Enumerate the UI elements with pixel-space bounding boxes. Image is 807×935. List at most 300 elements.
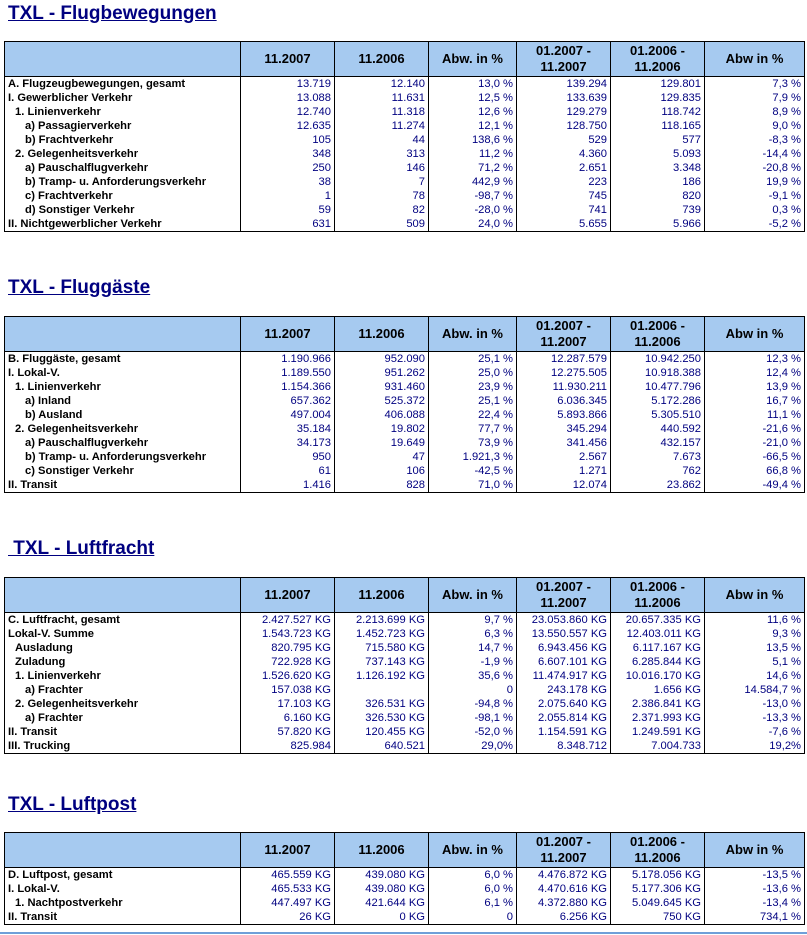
- table-row: [5, 77, 805, 92]
- cell-col-abw-ytd: 16,7 %: [705, 394, 805, 408]
- cell-col-abw-ytd: -13,4 %: [705, 896, 805, 910]
- header-row: [5, 833, 805, 868]
- table-row: [5, 613, 805, 628]
- cell-col-abw-month: 6,3 %: [429, 627, 517, 641]
- header-col-abw-ytd: Abw in %: [705, 42, 805, 77]
- header-blank: [5, 42, 241, 77]
- cell-col-ytd-2006: 129.835: [611, 91, 705, 105]
- table-row: [5, 725, 805, 739]
- cell-col-11-2007: 61: [241, 464, 335, 478]
- cell-col-11-2006: 406.088: [335, 408, 429, 422]
- cell-col-abw-month: 0: [429, 683, 517, 697]
- cell-col-11-2007: 12.740: [241, 105, 335, 119]
- cell-col-11-2006: 44: [335, 133, 429, 147]
- cell-col-ytd-2006: 3.348: [611, 161, 705, 175]
- cell-col-11-2006: 19.802: [335, 422, 429, 436]
- table-row: [5, 669, 805, 683]
- cell-col-11-2007: 348: [241, 147, 335, 161]
- cell-col-ytd-2006: 10.477.796: [611, 380, 705, 394]
- row-label: 1. Linienverkehr: [5, 669, 241, 683]
- row-label: b) Frachtverkehr: [5, 133, 241, 147]
- header-col-11-2007: 11.2007: [241, 317, 335, 352]
- cell-col-11-2007: 1.189.550: [241, 366, 335, 380]
- cell-col-11-2006: 828: [335, 478, 429, 493]
- header-col-11-2007: 11.2007: [241, 578, 335, 613]
- cell-col-11-2006: 715.580 KG: [335, 641, 429, 655]
- cell-col-abw-ytd: 9,0 %: [705, 119, 805, 133]
- table-row: [5, 133, 805, 147]
- cell-col-abw-month: 0: [429, 910, 517, 925]
- table-row: [5, 882, 805, 896]
- row-label: A. Flugzeugbewegungen, gesamt: [5, 77, 241, 92]
- cell-col-abw-month: -1,9 %: [429, 655, 517, 669]
- row-label: 2. Gelegenheitsverkehr: [5, 147, 241, 161]
- cell-col-11-2006: 19.649: [335, 436, 429, 450]
- cell-col-ytd-2006: 1.249.591 KG: [611, 725, 705, 739]
- cell-col-ytd-2006: 432.157: [611, 436, 705, 450]
- cell-col-ytd-2007: 6.036.345: [517, 394, 611, 408]
- cell-col-11-2006: 12.140: [335, 77, 429, 92]
- header-col-ytd-2007: 01.2007 - 11.2007: [517, 42, 611, 77]
- cell-col-ytd-2007: 2.055.814 KG: [517, 711, 611, 725]
- cell-col-abw-month: -98,1 %: [429, 711, 517, 725]
- header-blank: [5, 833, 241, 868]
- row-label: I. Lokal-V.: [5, 882, 241, 896]
- table-row: [5, 868, 805, 883]
- cell-col-abw-ytd: 19,9 %: [705, 175, 805, 189]
- table-row: [5, 711, 805, 725]
- cell-col-abw-month: 1.921,3 %: [429, 450, 517, 464]
- cell-col-ytd-2007: 128.750: [517, 119, 611, 133]
- data-table: [4, 832, 805, 925]
- table-row: [5, 175, 805, 189]
- row-label: d) Sonstiger Verkehr: [5, 203, 241, 217]
- cell-col-abw-month: 138,6 %: [429, 133, 517, 147]
- cell-col-11-2007: 657.362: [241, 394, 335, 408]
- cell-col-abw-month: 12,6 %: [429, 105, 517, 119]
- cell-col-abw-ytd: -21,6 %: [705, 422, 805, 436]
- cell-col-ytd-2006: 6.285.844 KG: [611, 655, 705, 669]
- cell-col-11-2006: 326.530 KG: [335, 711, 429, 725]
- row-label: a) Inland: [5, 394, 241, 408]
- table-row: [5, 366, 805, 380]
- row-label: 2. Gelegenheitsverkehr: [5, 422, 241, 436]
- header-col-11-2006: 11.2006: [335, 833, 429, 868]
- cell-col-11-2006: 11.274: [335, 119, 429, 133]
- cell-col-11-2007: 465.533 KG: [241, 882, 335, 896]
- cell-col-11-2006: [335, 683, 429, 697]
- cell-col-abw-ytd: 14.584,7 %: [705, 683, 805, 697]
- cell-col-11-2007: 825.984: [241, 739, 335, 754]
- cell-col-abw-ytd: 13,5 %: [705, 641, 805, 655]
- cell-col-11-2006: 525.372: [335, 394, 429, 408]
- header-blank: [5, 578, 241, 613]
- row-label: b) Ausland: [5, 408, 241, 422]
- cell-col-ytd-2007: 529: [517, 133, 611, 147]
- row-label: a) Frachter: [5, 683, 241, 697]
- header-col-ytd-2006: 01.2006 - 11.2006: [611, 833, 705, 868]
- cell-col-ytd-2006: 10.942.250: [611, 352, 705, 367]
- cell-col-11-2007: 105: [241, 133, 335, 147]
- cell-col-ytd-2006: 10.016.170 KG: [611, 669, 705, 683]
- cell-col-abw-ytd: -49,4 %: [705, 478, 805, 493]
- table-row: [5, 627, 805, 641]
- cell-col-ytd-2007: 11.474.917 KG: [517, 669, 611, 683]
- cell-col-11-2006: 931.460: [335, 380, 429, 394]
- cell-col-ytd-2006: 6.117.167 KG: [611, 641, 705, 655]
- cell-col-ytd-2006: 12.403.011 KG: [611, 627, 705, 641]
- header-row: [5, 317, 805, 352]
- cell-col-11-2007: 950: [241, 450, 335, 464]
- table-row: [5, 394, 805, 408]
- cell-col-abw-ytd: -14,4 %: [705, 147, 805, 161]
- cell-col-ytd-2006: 762: [611, 464, 705, 478]
- cell-col-abw-month: 6,1 %: [429, 896, 517, 910]
- row-label: II. Transit: [5, 478, 241, 493]
- cell-col-11-2007: 2.427.527 KG: [241, 613, 335, 628]
- cell-col-abw-ytd: 9,3 %: [705, 627, 805, 641]
- cell-col-abw-ytd: -9,1 %: [705, 189, 805, 203]
- cell-col-11-2006: 1.452.723 KG: [335, 627, 429, 641]
- header-col-ytd-2006: 01.2006 - 11.2006: [611, 42, 705, 77]
- cell-col-abw-month: 23,9 %: [429, 380, 517, 394]
- cell-col-abw-month: 71,2 %: [429, 161, 517, 175]
- cell-col-11-2007: 38: [241, 175, 335, 189]
- table-row: [5, 203, 805, 217]
- cell-col-11-2007: 34.173: [241, 436, 335, 450]
- row-label: a) Pauschalflugverkehr: [5, 161, 241, 175]
- data-table: [4, 316, 805, 493]
- table-row: [5, 464, 805, 478]
- header-col-11-2007: 11.2007: [241, 833, 335, 868]
- table-row: [5, 450, 805, 464]
- row-label: c) Frachtverkehr: [5, 189, 241, 203]
- cell-col-ytd-2007: 133.639: [517, 91, 611, 105]
- cell-col-11-2006: 951.262: [335, 366, 429, 380]
- cell-col-ytd-2007: 745: [517, 189, 611, 203]
- cell-col-ytd-2006: 5.178.056 KG: [611, 868, 705, 883]
- cell-col-ytd-2007: 129.279: [517, 105, 611, 119]
- table-row: [5, 352, 805, 367]
- cell-col-abw-month: 13,0 %: [429, 77, 517, 92]
- cell-col-ytd-2006: 10.918.388: [611, 366, 705, 380]
- cell-col-ytd-2007: 4.470.616 KG: [517, 882, 611, 896]
- header-col-abw-ytd: Abw in %: [705, 833, 805, 868]
- cell-col-11-2007: 1.526.620 KG: [241, 669, 335, 683]
- table-row: [5, 161, 805, 175]
- cell-col-abw-month: 24,0 %: [429, 217, 517, 232]
- row-label: I. Gewerblicher Verkehr: [5, 91, 241, 105]
- cell-col-abw-month: 12,5 %: [429, 91, 517, 105]
- header-col-11-2007: 11.2007: [241, 42, 335, 77]
- cell-col-11-2007: 26 KG: [241, 910, 335, 925]
- cell-col-abw-ytd: -13,0 %: [705, 697, 805, 711]
- cell-col-11-2006: 78: [335, 189, 429, 203]
- cell-col-ytd-2006: 5.049.645 KG: [611, 896, 705, 910]
- cell-col-11-2006: 313: [335, 147, 429, 161]
- cell-col-abw-month: 22,4 %: [429, 408, 517, 422]
- cell-col-abw-month: -98,7 %: [429, 189, 517, 203]
- cell-col-ytd-2007: 345.294: [517, 422, 611, 436]
- cell-col-11-2007: 447.497 KG: [241, 896, 335, 910]
- table-row: [5, 436, 805, 450]
- cell-col-ytd-2006: 440.592: [611, 422, 705, 436]
- data-table: [4, 41, 805, 232]
- cell-col-ytd-2007: 1.271: [517, 464, 611, 478]
- row-label: Lokal-V. Summe: [5, 627, 241, 641]
- cell-col-ytd-2006: 5.966: [611, 217, 705, 232]
- cell-col-ytd-2006: 750 KG: [611, 910, 705, 925]
- cell-col-abw-month: 12,1 %: [429, 119, 517, 133]
- cell-col-abw-ytd: 66,8 %: [705, 464, 805, 478]
- cell-col-ytd-2007: 5.655: [517, 217, 611, 232]
- cell-col-11-2006: 640.521: [335, 739, 429, 754]
- cell-col-ytd-2006: 5.177.306 KG: [611, 882, 705, 896]
- cell-col-abw-month: 77,7 %: [429, 422, 517, 436]
- cell-col-11-2006: 952.090: [335, 352, 429, 367]
- cell-col-ytd-2006: 5.305.510: [611, 408, 705, 422]
- cell-col-abw-month: -52,0 %: [429, 725, 517, 739]
- cell-col-11-2006: 47: [335, 450, 429, 464]
- header-row: [5, 42, 805, 77]
- cell-col-ytd-2006: 739: [611, 203, 705, 217]
- cell-col-11-2006: 509: [335, 217, 429, 232]
- header-row: [5, 578, 805, 613]
- row-label: B. Fluggäste, gesamt: [5, 352, 241, 367]
- cell-col-ytd-2006: 118.742: [611, 105, 705, 119]
- cell-col-ytd-2007: 12.275.505: [517, 366, 611, 380]
- cell-col-11-2006: 11.318: [335, 105, 429, 119]
- header-col-ytd-2006: 01.2006 - 11.2006: [611, 578, 705, 613]
- cell-col-11-2006: 421.644 KG: [335, 896, 429, 910]
- table-row: [5, 380, 805, 394]
- cell-col-abw-ytd: -66,5 %: [705, 450, 805, 464]
- cell-col-11-2006: 439.080 KG: [335, 868, 429, 883]
- cell-col-11-2007: 250: [241, 161, 335, 175]
- cell-col-abw-ytd: -13,5 %: [705, 868, 805, 883]
- cell-col-abw-month: -42,5 %: [429, 464, 517, 478]
- row-label: C. Luftfracht, gesamt: [5, 613, 241, 628]
- cell-col-ytd-2007: 2.567: [517, 450, 611, 464]
- cell-col-11-2007: 1.154.366: [241, 380, 335, 394]
- row-label: Zuladung: [5, 655, 241, 669]
- cell-col-abw-month: 6,0 %: [429, 882, 517, 896]
- row-label: a) Frachter: [5, 711, 241, 725]
- cell-col-abw-month: -28,0 %: [429, 203, 517, 217]
- header-col-ytd-2007: 01.2007 - 11.2007: [517, 317, 611, 352]
- cell-col-11-2007: 35.184: [241, 422, 335, 436]
- data-table: [4, 577, 805, 754]
- cell-col-abw-month: 25,0 %: [429, 366, 517, 380]
- cell-col-abw-month: 25,1 %: [429, 394, 517, 408]
- cell-col-abw-month: 442,9 %: [429, 175, 517, 189]
- cell-col-ytd-2007: 741: [517, 203, 611, 217]
- cell-col-ytd-2006: 5.172.286: [611, 394, 705, 408]
- cell-col-11-2007: 465.559 KG: [241, 868, 335, 883]
- cell-col-11-2007: 497.004: [241, 408, 335, 422]
- cell-col-ytd-2006: 186: [611, 175, 705, 189]
- cell-col-11-2007: 12.635: [241, 119, 335, 133]
- cell-col-ytd-2006: 577: [611, 133, 705, 147]
- row-label: II. Nichtgewerblicher Verkehr: [5, 217, 241, 232]
- cell-col-ytd-2007: 2.651: [517, 161, 611, 175]
- cell-col-ytd-2006: 7.004.733: [611, 739, 705, 754]
- cell-col-11-2006: 2.213.699 KG: [335, 613, 429, 628]
- cell-col-abw-ytd: -7,6 %: [705, 725, 805, 739]
- table-row: [5, 422, 805, 436]
- cell-col-11-2006: 7: [335, 175, 429, 189]
- cell-col-abw-ytd: -21,0 %: [705, 436, 805, 450]
- cell-col-ytd-2006: 2.386.841 KG: [611, 697, 705, 711]
- cell-col-ytd-2006: 129.801: [611, 77, 705, 92]
- cell-col-ytd-2006: 1.656 KG: [611, 683, 705, 697]
- cell-col-11-2007: 1.190.966: [241, 352, 335, 367]
- cell-col-ytd-2007: 6.256 KG: [517, 910, 611, 925]
- table-row: [5, 189, 805, 203]
- cell-col-ytd-2007: 139.294: [517, 77, 611, 92]
- row-label: Ausladung: [5, 641, 241, 655]
- cell-col-abw-ytd: 7,3 %: [705, 77, 805, 92]
- header-blank: [5, 317, 241, 352]
- table-row: [5, 478, 805, 493]
- cell-col-abw-month: 14,7 %: [429, 641, 517, 655]
- cell-col-ytd-2007: 243.178 KG: [517, 683, 611, 697]
- row-label: III. Trucking: [5, 739, 241, 754]
- cell-col-abw-ytd: 8,9 %: [705, 105, 805, 119]
- cell-col-ytd-2007: 6.607.101 KG: [517, 655, 611, 669]
- cell-col-ytd-2006: 5.093: [611, 147, 705, 161]
- cell-col-ytd-2007: 2.075.640 KG: [517, 697, 611, 711]
- row-label: 1. Linienverkehr: [5, 380, 241, 394]
- row-label: 2. Gelegenheitsverkehr: [5, 697, 241, 711]
- row-label: II. Transit: [5, 725, 241, 739]
- cell-col-abw-ytd: 11,1 %: [705, 408, 805, 422]
- cell-col-ytd-2007: 4.476.872 KG: [517, 868, 611, 883]
- cell-col-ytd-2006: 118.165: [611, 119, 705, 133]
- section-title: TXL - Fluggäste: [8, 277, 151, 298]
- cell-col-11-2007: 17.103 KG: [241, 697, 335, 711]
- header-col-11-2006: 11.2006: [335, 578, 429, 613]
- cell-col-11-2006: 146: [335, 161, 429, 175]
- table-row: [5, 119, 805, 133]
- cell-col-ytd-2007: 23.053.860 KG: [517, 613, 611, 628]
- table-row: [5, 408, 805, 422]
- table-row: [5, 739, 805, 754]
- cell-col-11-2007: 157.038 KG: [241, 683, 335, 697]
- cell-col-ytd-2007: 223: [517, 175, 611, 189]
- cell-col-11-2007: 1.416: [241, 478, 335, 493]
- cell-col-ytd-2007: 4.360: [517, 147, 611, 161]
- cell-col-11-2006: 120.455 KG: [335, 725, 429, 739]
- cell-col-11-2006: 0 KG: [335, 910, 429, 925]
- cell-col-ytd-2007: 11.930.211: [517, 380, 611, 394]
- cell-col-abw-month: 9,7 %: [429, 613, 517, 628]
- cell-col-abw-ytd: -5,2 %: [705, 217, 805, 232]
- cell-col-ytd-2007: 8.348.712: [517, 739, 611, 754]
- table-row: [5, 105, 805, 119]
- cell-col-ytd-2007: 5.893.866: [517, 408, 611, 422]
- cell-col-abw-month: 35,6 %: [429, 669, 517, 683]
- section-title: TXL - Luftpost: [8, 794, 137, 815]
- cell-col-ytd-2007: 13.550.557 KG: [517, 627, 611, 641]
- cell-col-11-2006: 326.531 KG: [335, 697, 429, 711]
- section-title: TXL - Flugbewegungen: [8, 3, 217, 24]
- cell-col-11-2006: 106: [335, 464, 429, 478]
- cell-col-11-2007: 59: [241, 203, 335, 217]
- cell-col-abw-ytd: 12,3 %: [705, 352, 805, 367]
- cell-col-ytd-2006: 20.657.335 KG: [611, 613, 705, 628]
- cell-col-ytd-2006: 2.371.993 KG: [611, 711, 705, 725]
- row-label: b) Tramp- u. Anforderungsverkehr: [5, 450, 241, 464]
- table-row: [5, 655, 805, 669]
- cell-col-ytd-2007: 6.943.456 KG: [517, 641, 611, 655]
- row-label: a) Pauschalflugverkehr: [5, 436, 241, 450]
- cell-col-11-2006: 737.143 KG: [335, 655, 429, 669]
- cell-col-abw-month: 29,0%: [429, 739, 517, 754]
- cell-col-ytd-2007: 12.287.579: [517, 352, 611, 367]
- cell-col-ytd-2007: 4.372.880 KG: [517, 896, 611, 910]
- header-col-abw-month: Abw. in %: [429, 578, 517, 613]
- cell-col-abw-ytd: 14,6 %: [705, 669, 805, 683]
- cell-col-abw-ytd: -20,8 %: [705, 161, 805, 175]
- cell-col-abw-ytd: 19,2%: [705, 739, 805, 754]
- cell-col-11-2007: 820.795 KG: [241, 641, 335, 655]
- cell-col-abw-month: 25,1 %: [429, 352, 517, 367]
- row-label: D. Luftpost, gesamt: [5, 868, 241, 883]
- header-col-abw-ytd: Abw in %: [705, 578, 805, 613]
- table-row: [5, 91, 805, 105]
- cell-col-abw-ytd: 7,9 %: [705, 91, 805, 105]
- cell-col-abw-ytd: -13,3 %: [705, 711, 805, 725]
- cell-col-11-2007: 13.719: [241, 77, 335, 92]
- cell-col-abw-month: 6,0 %: [429, 868, 517, 883]
- row-label: II. Transit: [5, 910, 241, 925]
- table-row: [5, 217, 805, 232]
- cell-col-ytd-2006: 23.862: [611, 478, 705, 493]
- cell-col-abw-ytd: 5,1 %: [705, 655, 805, 669]
- table-row: [5, 641, 805, 655]
- row-label: b) Tramp- u. Anforderungsverkehr: [5, 175, 241, 189]
- cell-col-11-2007: 57.820 KG: [241, 725, 335, 739]
- page-bottom-border: [0, 932, 807, 934]
- cell-col-11-2007: 6.160 KG: [241, 711, 335, 725]
- header-col-ytd-2007: 01.2007 - 11.2007: [517, 833, 611, 868]
- header-col-11-2006: 11.2006: [335, 317, 429, 352]
- table-row: [5, 697, 805, 711]
- table-row: [5, 910, 805, 925]
- table-row: [5, 683, 805, 697]
- header-col-abw-month: Abw. in %: [429, 317, 517, 352]
- header-col-abw-ytd: Abw in %: [705, 317, 805, 352]
- row-label: 1. Linienverkehr: [5, 105, 241, 119]
- cell-col-abw-month: 11,2 %: [429, 147, 517, 161]
- cell-col-11-2007: 722.928 KG: [241, 655, 335, 669]
- cell-col-ytd-2007: 1.154.591 KG: [517, 725, 611, 739]
- header-col-ytd-2006: 01.2006 - 11.2006: [611, 317, 705, 352]
- cell-col-11-2007: 1: [241, 189, 335, 203]
- cell-col-ytd-2007: 12.074: [517, 478, 611, 493]
- header-col-abw-month: Abw. in %: [429, 833, 517, 868]
- cell-col-11-2007: 1.543.723 KG: [241, 627, 335, 641]
- cell-col-abw-ytd: 12,4 %: [705, 366, 805, 380]
- header-col-abw-month: Abw. in %: [429, 42, 517, 77]
- cell-col-abw-ytd: 11,6 %: [705, 613, 805, 628]
- table-row: [5, 147, 805, 161]
- cell-col-11-2006: 82: [335, 203, 429, 217]
- cell-col-abw-ytd: -8,3 %: [705, 133, 805, 147]
- header-col-ytd-2007: 01.2007 - 11.2007: [517, 578, 611, 613]
- cell-col-11-2006: 11.631: [335, 91, 429, 105]
